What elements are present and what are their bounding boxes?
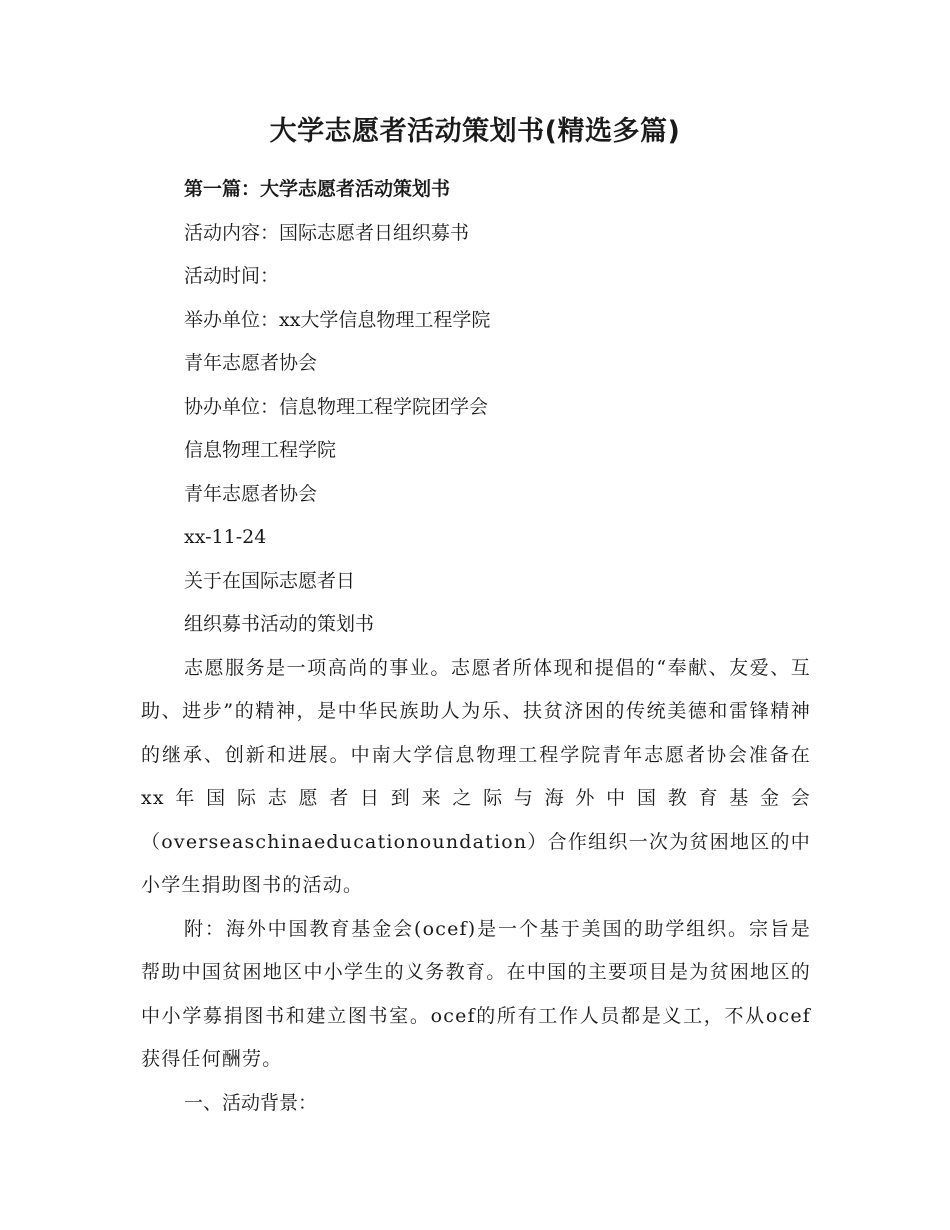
info-line-co-organizer: 协办单位：信息物理工程学院团学会 <box>184 395 489 418</box>
info-line-activity-content: 活动内容：国际志愿者日组织募书 <box>184 221 470 244</box>
info-line-subject-2: 组织募书活动的策划书 <box>184 613 375 635</box>
info-line-date: xx-11-24 <box>184 526 267 548</box>
info-line-association: 青年志愿者协会 <box>184 482 318 505</box>
section-heading: 第一篇：大学志愿者活动策划书 <box>184 178 451 200</box>
document-title: 大学志愿者活动策划书(精选多篇) <box>269 116 681 147</box>
info-line-activity-time: 活动时间： <box>184 265 280 287</box>
body-paragraph: 志愿服务是一项高尚的事业。志愿者所体现和提倡的“奉献、友爱、互助、进步”的精神，是中华民族助人为乐、扶贫济困的传统美德和雷锋精神的继承、创新和进展。中南大学信息物理工程学院青年志愿者协会准备在xx年国际志愿者日到来之际与海外中国教育基金会（overseaschinaeducationoundation）合作组织一次为贫困地区的中小学生捐助图书的活动。 <box>141 656 811 896</box>
info-line-organizer-association: 青年志愿者协会 <box>184 352 318 374</box>
info-line-school: 信息物理工程学院 <box>184 439 337 461</box>
document-body <box>141 168 811 1125</box>
info-line-subject-1: 关于在国际志愿者日 <box>184 569 356 592</box>
body-paragraph: 附：海外中国教育基金会(ocef)是一个基于美国的助学组织。宗旨是帮助中国贫困地区中小学生的义务教育。在中国的主要项目是为贫困地区的中小学募捐图书和建立图书室。ocef的所有工作人员都是义工，不从ocef获得任何酬劳。 <box>141 917 811 1070</box>
info-line-organizer: 举办单位：xx大学信息物理工程学院 <box>184 308 491 331</box>
subsection-heading: 一、活动背景： <box>184 1091 318 1114</box>
